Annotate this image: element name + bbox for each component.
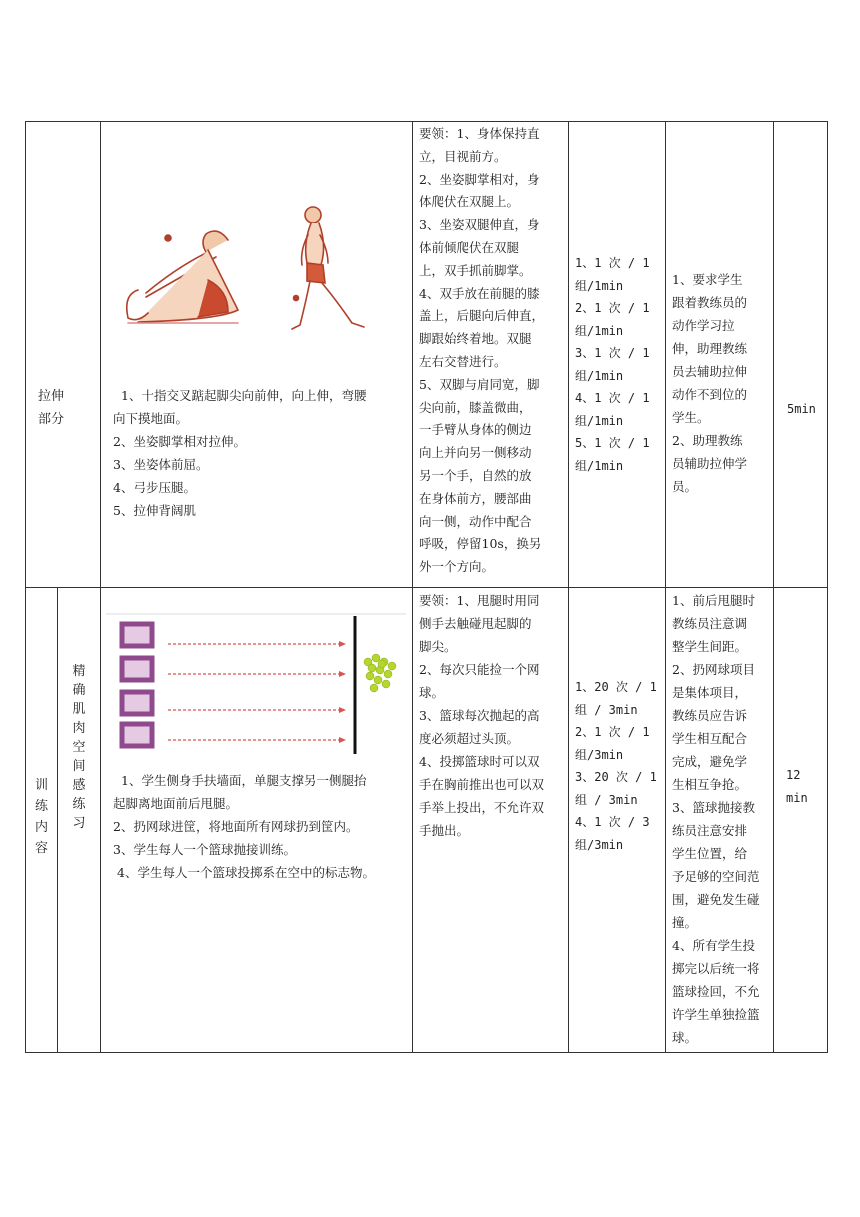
content-line: 2、扔网球进筐，将地面所有网球扔到筐内。 [113, 819, 359, 834]
training-content [113, 769, 411, 884]
key-point-line: 要领：1、甩腿时用同 [419, 593, 540, 608]
org-line: 伸，助理教练 [672, 341, 748, 356]
key-point-line: 立，目视前方。 [419, 148, 507, 164]
org-line: 学生。 [672, 410, 710, 425]
org-line: 许学生单独捡篮 [672, 1007, 760, 1022]
key-point-line: 要领：1、身体保持直 [419, 126, 540, 141]
table-col-divider [568, 121, 569, 1053]
label-char: 练 [72, 797, 86, 812]
label-char: 间 [72, 759, 86, 774]
lunge-stretch-figure [292, 207, 364, 329]
org-line: 3、篮球抛接教 [672, 800, 755, 815]
table-border-top [25, 121, 828, 122]
key-point-line: 上，双手抓前脚掌。 [419, 262, 532, 278]
training-section-label [26, 775, 57, 859]
org-line: 动作不到位的 [672, 387, 748, 402]
key-point-line: 向上并向另一侧移动 [419, 445, 532, 461]
training-sub-label [58, 662, 100, 833]
label-char: 确 [72, 683, 86, 698]
table-border-right [827, 121, 828, 1053]
content-line: 3、坐姿体前屈。 [113, 457, 209, 472]
org-line: 撞。 [672, 915, 698, 930]
label-line: 拉伸 [38, 389, 65, 404]
stretch-reps [575, 252, 667, 477]
key-point-line: 向一侧，动作中配合 [419, 513, 532, 529]
stretch-section-label [38, 385, 78, 431]
table-border-left [25, 121, 26, 1053]
content-line: 4、学生每人一个篮球投掷系在空中的标志物。 [117, 865, 375, 880]
table-border-bottom [25, 1052, 828, 1053]
training-key-points [419, 589, 567, 842]
org-line: 掷完以后统一将 [672, 961, 760, 976]
key-point-line: 手在胸前推出也可以双 [419, 777, 545, 792]
tennis-balls-icon [364, 654, 396, 692]
org-line: 动作学习拉 [672, 318, 735, 333]
content-line: 5、拉伸背阔肌 [113, 503, 196, 518]
reps-line: 组 / 3min [575, 792, 638, 807]
org-line: 员去辅助拉伸 [672, 364, 748, 379]
reps-line: 组/1min [575, 278, 624, 293]
org-line: 员辅助拉伸学 [672, 456, 748, 471]
label-char: 训 [34, 778, 48, 793]
stretch-key-points [419, 123, 567, 579]
reps-line: 组/3min [575, 747, 624, 762]
key-point-line: 尖向前，膝盖微曲， [419, 399, 532, 415]
key-point-line: 一手臂从身体的侧边 [419, 422, 532, 438]
stretch-organization [672, 268, 772, 498]
label-char: 肉 [72, 721, 86, 736]
org-line: 员。 [672, 479, 698, 494]
key-point-line: 2、坐姿脚掌相对，身 [419, 171, 540, 187]
training-reps [575, 676, 667, 856]
org-line: 跟着教练员的 [672, 295, 748, 310]
table-row-divider [25, 587, 828, 588]
reps-line: 1、1 次 / 1 [575, 256, 650, 270]
stretch-content [113, 384, 409, 522]
table-col-divider [412, 121, 413, 1053]
label-char: 空 [72, 740, 86, 755]
key-point-line: 侧手去触碰甩起脚的 [419, 616, 532, 631]
reps-line: 组/1min [575, 413, 624, 428]
key-point-line: 左右交替进行。 [419, 353, 507, 369]
key-point-line: 在身体前方，腰部曲 [419, 490, 532, 506]
key-point-line: 2、每次只能捡一个网 [419, 662, 540, 677]
training-illustration [106, 612, 406, 762]
label-char: 肌 [72, 702, 86, 717]
org-line: 4、所有学生投 [672, 938, 755, 953]
org-line: 予足够的空间范 [672, 869, 760, 884]
time-line: 12 [786, 768, 801, 782]
content-line: 1、十指交叉踮起脚尖向前伸，向上伸，弯腰 [121, 388, 367, 403]
content-line: 2、坐姿脚掌相对拉伸。 [113, 434, 246, 449]
key-point-line: 度必须超过头顶。 [419, 731, 520, 746]
org-line: 1、前后甩腿时 [672, 593, 755, 608]
content-line: 起脚离地面前后甩腿。 [113, 796, 239, 811]
reps-line: 2、1 次 / 1 [575, 725, 650, 739]
key-point-line: 4、投掷篮球时可以双 [419, 754, 540, 769]
content-line: 向下摸地面。 [113, 411, 189, 426]
label-char: 习 [72, 816, 86, 831]
org-line: 完成，避免学 [672, 754, 748, 769]
org-line: 2、助理教练 [672, 433, 743, 448]
org-line: 2、扔网球项目 [672, 662, 755, 677]
label-char: 内 [34, 820, 48, 835]
label-char: 精 [72, 664, 86, 679]
key-point-line: 体前倾爬伏在双腿 [419, 239, 520, 255]
org-line: 1、要求学生 [672, 272, 743, 287]
key-point-line: 3、篮球每次抛起的高 [419, 708, 540, 723]
training-time [786, 764, 826, 810]
key-point-line: 脚跟始终着地。双腿 [419, 331, 532, 347]
key-point-line: 呼吸，停留10s，换另 [419, 536, 542, 552]
training-organization [672, 589, 774, 1049]
label-char: 感 [72, 778, 86, 793]
basket-icon [122, 624, 152, 746]
reps-line: 组/1min [575, 368, 624, 383]
key-point-line: 手举上投出，不允许双 [419, 800, 545, 815]
reps-line: 3、1 次 / 1 [575, 346, 650, 360]
time-line: min [786, 791, 808, 805]
content-line: 1、学生侧身手扶墙面，单腿支撑另一侧腿抬 [121, 773, 367, 788]
content-line: 4、弓步压腿。 [113, 480, 196, 495]
org-line: 球。 [672, 1030, 698, 1045]
key-point-line: 3、坐姿双腿伸直，身 [419, 217, 540, 233]
org-line: 学生相互配合 [672, 731, 748, 746]
reps-line: 3、20 次 / 1 [575, 770, 657, 784]
org-line: 教练员注意调 [672, 616, 748, 631]
org-line: 教练员应告诉 [672, 708, 748, 723]
key-point-line: 另一个手，自然的放 [419, 467, 532, 483]
content-line: 3、学生每人一个篮球抛接训练。 [113, 842, 296, 857]
label-char: 容 [34, 841, 48, 856]
key-point-line: 外一个方向。 [419, 559, 495, 575]
reps-line: 组/1min [575, 458, 624, 473]
reps-line: 2、1 次 / 1 [575, 301, 650, 315]
stretch-illustration [108, 205, 378, 340]
org-line: 篮球捡回，不允 [672, 984, 760, 999]
reps-line: 组 / 3min [575, 702, 638, 717]
key-point-line: 5、双脚与肩同宽，脚 [419, 376, 540, 392]
org-line: 生相互争抢。 [672, 777, 748, 792]
table-col-divider [100, 121, 101, 1053]
label-line: 部分 [38, 412, 65, 427]
stretch-time: 5min [787, 402, 816, 416]
reps-line: 1、20 次 / 1 [575, 680, 657, 694]
org-line: 是集体项目， [672, 685, 748, 700]
org-line: 围，避免发生碰 [672, 892, 760, 907]
reps-line: 4、1 次 / 1 [575, 391, 650, 405]
reps-line: 4、1 次 / 3 [575, 815, 650, 829]
seated-stretch-figure [127, 231, 238, 323]
org-line: 学生位置，给 [672, 846, 748, 861]
key-point-line: 手抛出。 [419, 823, 470, 838]
org-line: 整学生间距。 [672, 639, 748, 654]
key-point-line: 脚尖。 [419, 639, 457, 654]
reps-line: 组/3min [575, 837, 624, 852]
key-point-line: 球。 [419, 685, 445, 700]
reps-line: 5、1 次 / 1 [575, 436, 650, 450]
key-point-line: 盖上，后腿向后伸直， [419, 308, 545, 324]
key-point-line: 体爬伏在双腿上。 [419, 194, 520, 210]
arrow-icon [168, 644, 342, 740]
key-point-line: 4、双手放在前腿的膝 [419, 285, 540, 301]
org-line: 练员注意安排 [672, 823, 748, 838]
reps-line: 组/1min [575, 323, 624, 338]
label-char: 练 [34, 799, 48, 814]
